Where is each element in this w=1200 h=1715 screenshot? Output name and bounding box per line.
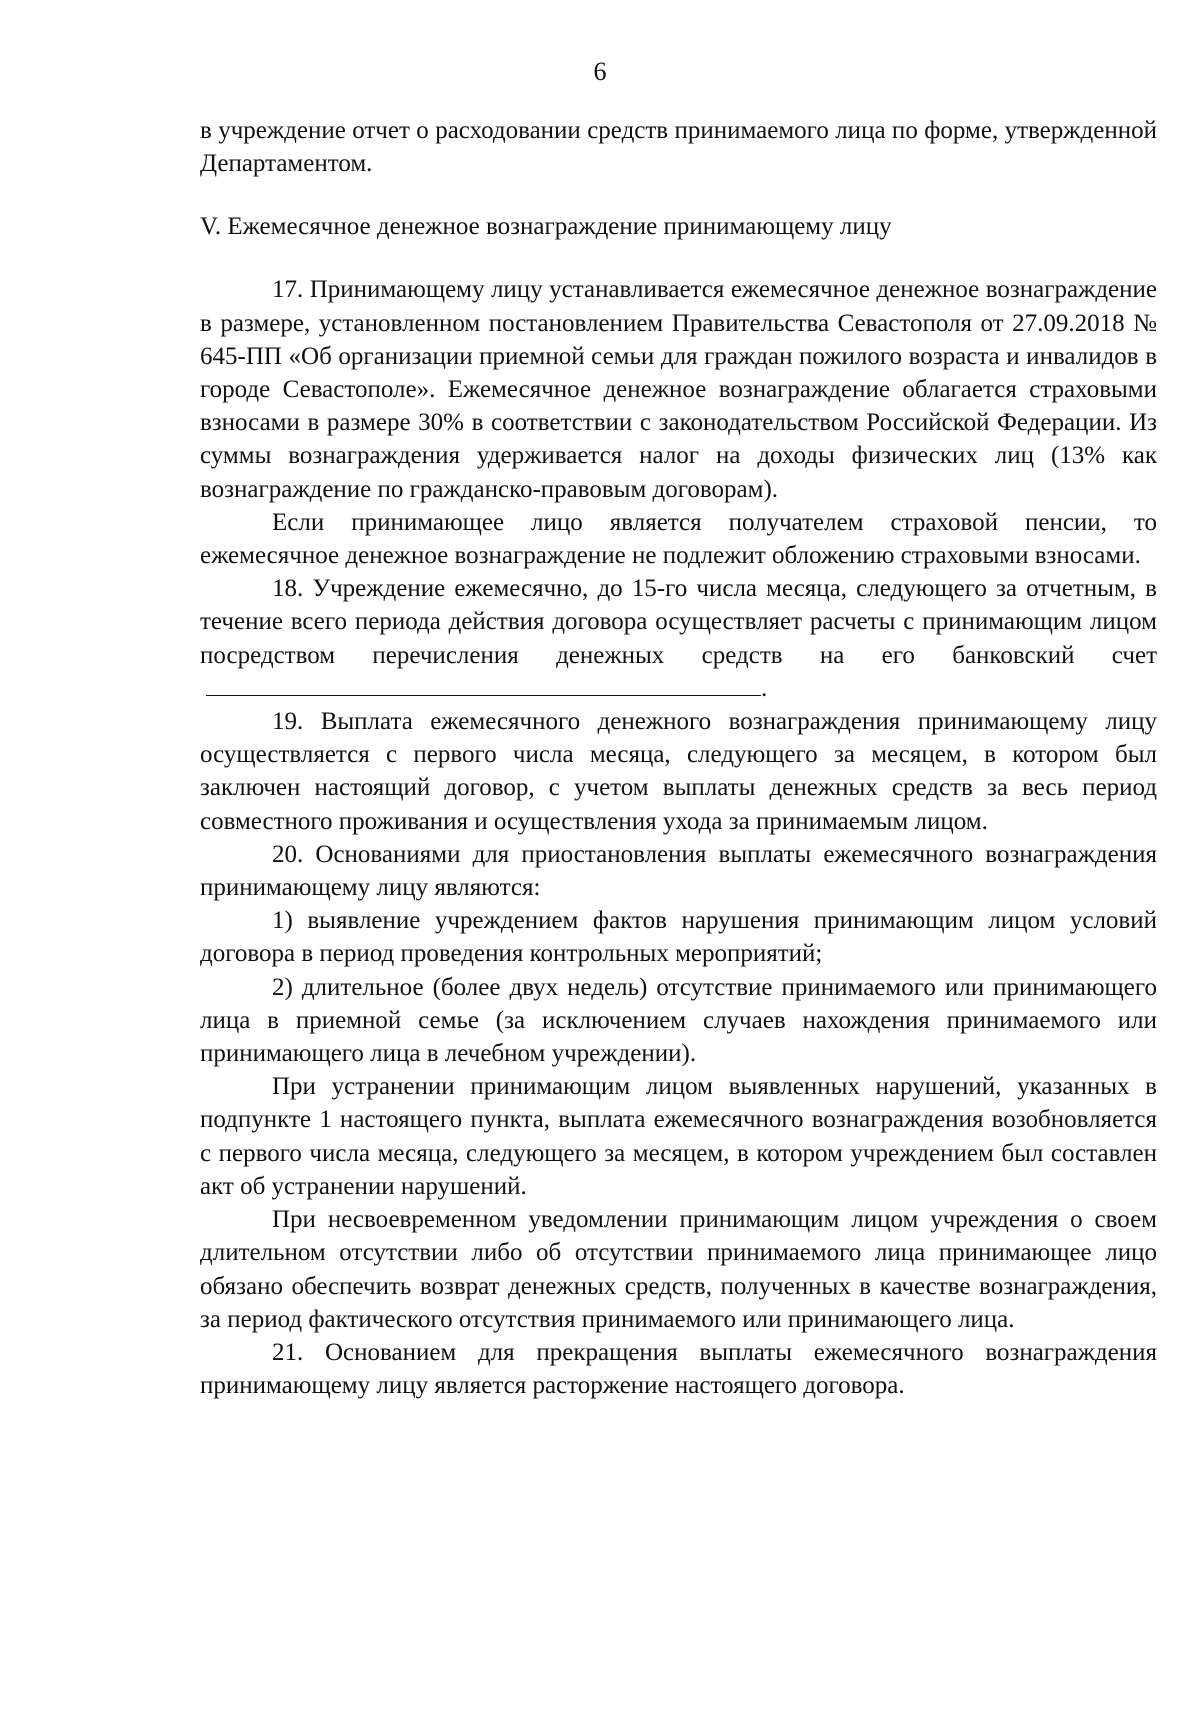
document-body [200, 114, 1157, 1402]
paragraph-17: 17. Принимающему лицу устанавливается ежемесячное денежное вознаграждение в размере, установленном постановлением Правительства Севастополя от 27.09.2018 № 645-ПП «Об организации приемной семьи для граждан пожилого возраста и инвалидов в городе Севастополе». Ежемесячное денежное вознаграждение облагается страховыми взносами в размере 30% в соответствии с законодательством Российской Федерации. Из суммы вознаграждения удерживается налог на доходы физических лиц (13% как вознаграждение по гражданско-правовым договорам). [200, 276, 1157, 503]
paragraph-19: 19. Выплата ежемесячного денежного вознаграждения принимающему лицу осуществляется с первого числа месяца, следующего за месяцем, в котором был заключен настоящий договор, с учетом выплаты денежных средств за весь период совместного проживания и осуществления ухода за принимаемым лицом. [200, 708, 1157, 835]
paragraph-21: 21. Основанием для прекращения выплаты ежемесячного вознаграждения принимающему лицу является расторжение настоящего договора. [200, 1338, 1157, 1400]
paragraph-17-pension: Если принимающее лицо является получателем страховой пенсии, то ежемесячное денежное вознаграждение не подлежит обложению страховыми взносами. [200, 508, 1157, 570]
paragraph-18-text: 18. Учреждение ежемесячно, до 15-го числа месяца, следующего за отчетным, в течение всего периода действия договора осуществляет расчеты с принимающим лицом посредством перечисления денежных средств на его банковский счет [200, 575, 1157, 669]
paragraph-20: 20. Основаниями для приостановления выплаты ежемесячного вознаграждения принимающему лицу являются: [200, 840, 1157, 902]
paragraph-20-item-1: 1) выявление учреждением фактов нарушения принимающим лицом условий договора в период проведения контрольных мероприятий; [200, 907, 1157, 968]
paragraph-20-item-2: 2) длительное (более двух недель) отсутствие принимаемого или принимающего лица в приемной семье (за исключением случаев нахождения принимаемого или принимающего лица в лечебном учреждении). [200, 973, 1157, 1068]
section-heading: V. Ежемесячное денежное вознаграждение принимающему лицу [200, 213, 892, 241]
page-number: 6 [593, 57, 607, 86]
bank-account-blank-line [206, 673, 761, 696]
paragraph-20-refund: При несвоевременном уведомлении принимающим лицом учреждения о своем длительном отсутствии либо об отсутствии принимаемого лица принимающее лицо обязано обеспечить возврат денежных средств, полученных в качестве вознаграждения, за период фактического отсутствия принимаемого или принимающего лица. [200, 1206, 1157, 1333]
paragraph-18-end: . [761, 674, 768, 702]
paragraph-continuation: в учреждение отчет о расходовании средств принимаемого лица по форме, утвержденной Департаментом. [200, 117, 1157, 178]
paragraph-18 [200, 572, 1157, 705]
paragraph-20-resumption: При устранении принимающим лицом выявленных нарушений, указанных в подпункте 1 настоящего пункта, выплата ежемесячного вознаграждения возобновляется с первого числа месяца, следующего за месяцем, в котором учреждением был составлен акт об устранении нарушений. [200, 1073, 1157, 1200]
